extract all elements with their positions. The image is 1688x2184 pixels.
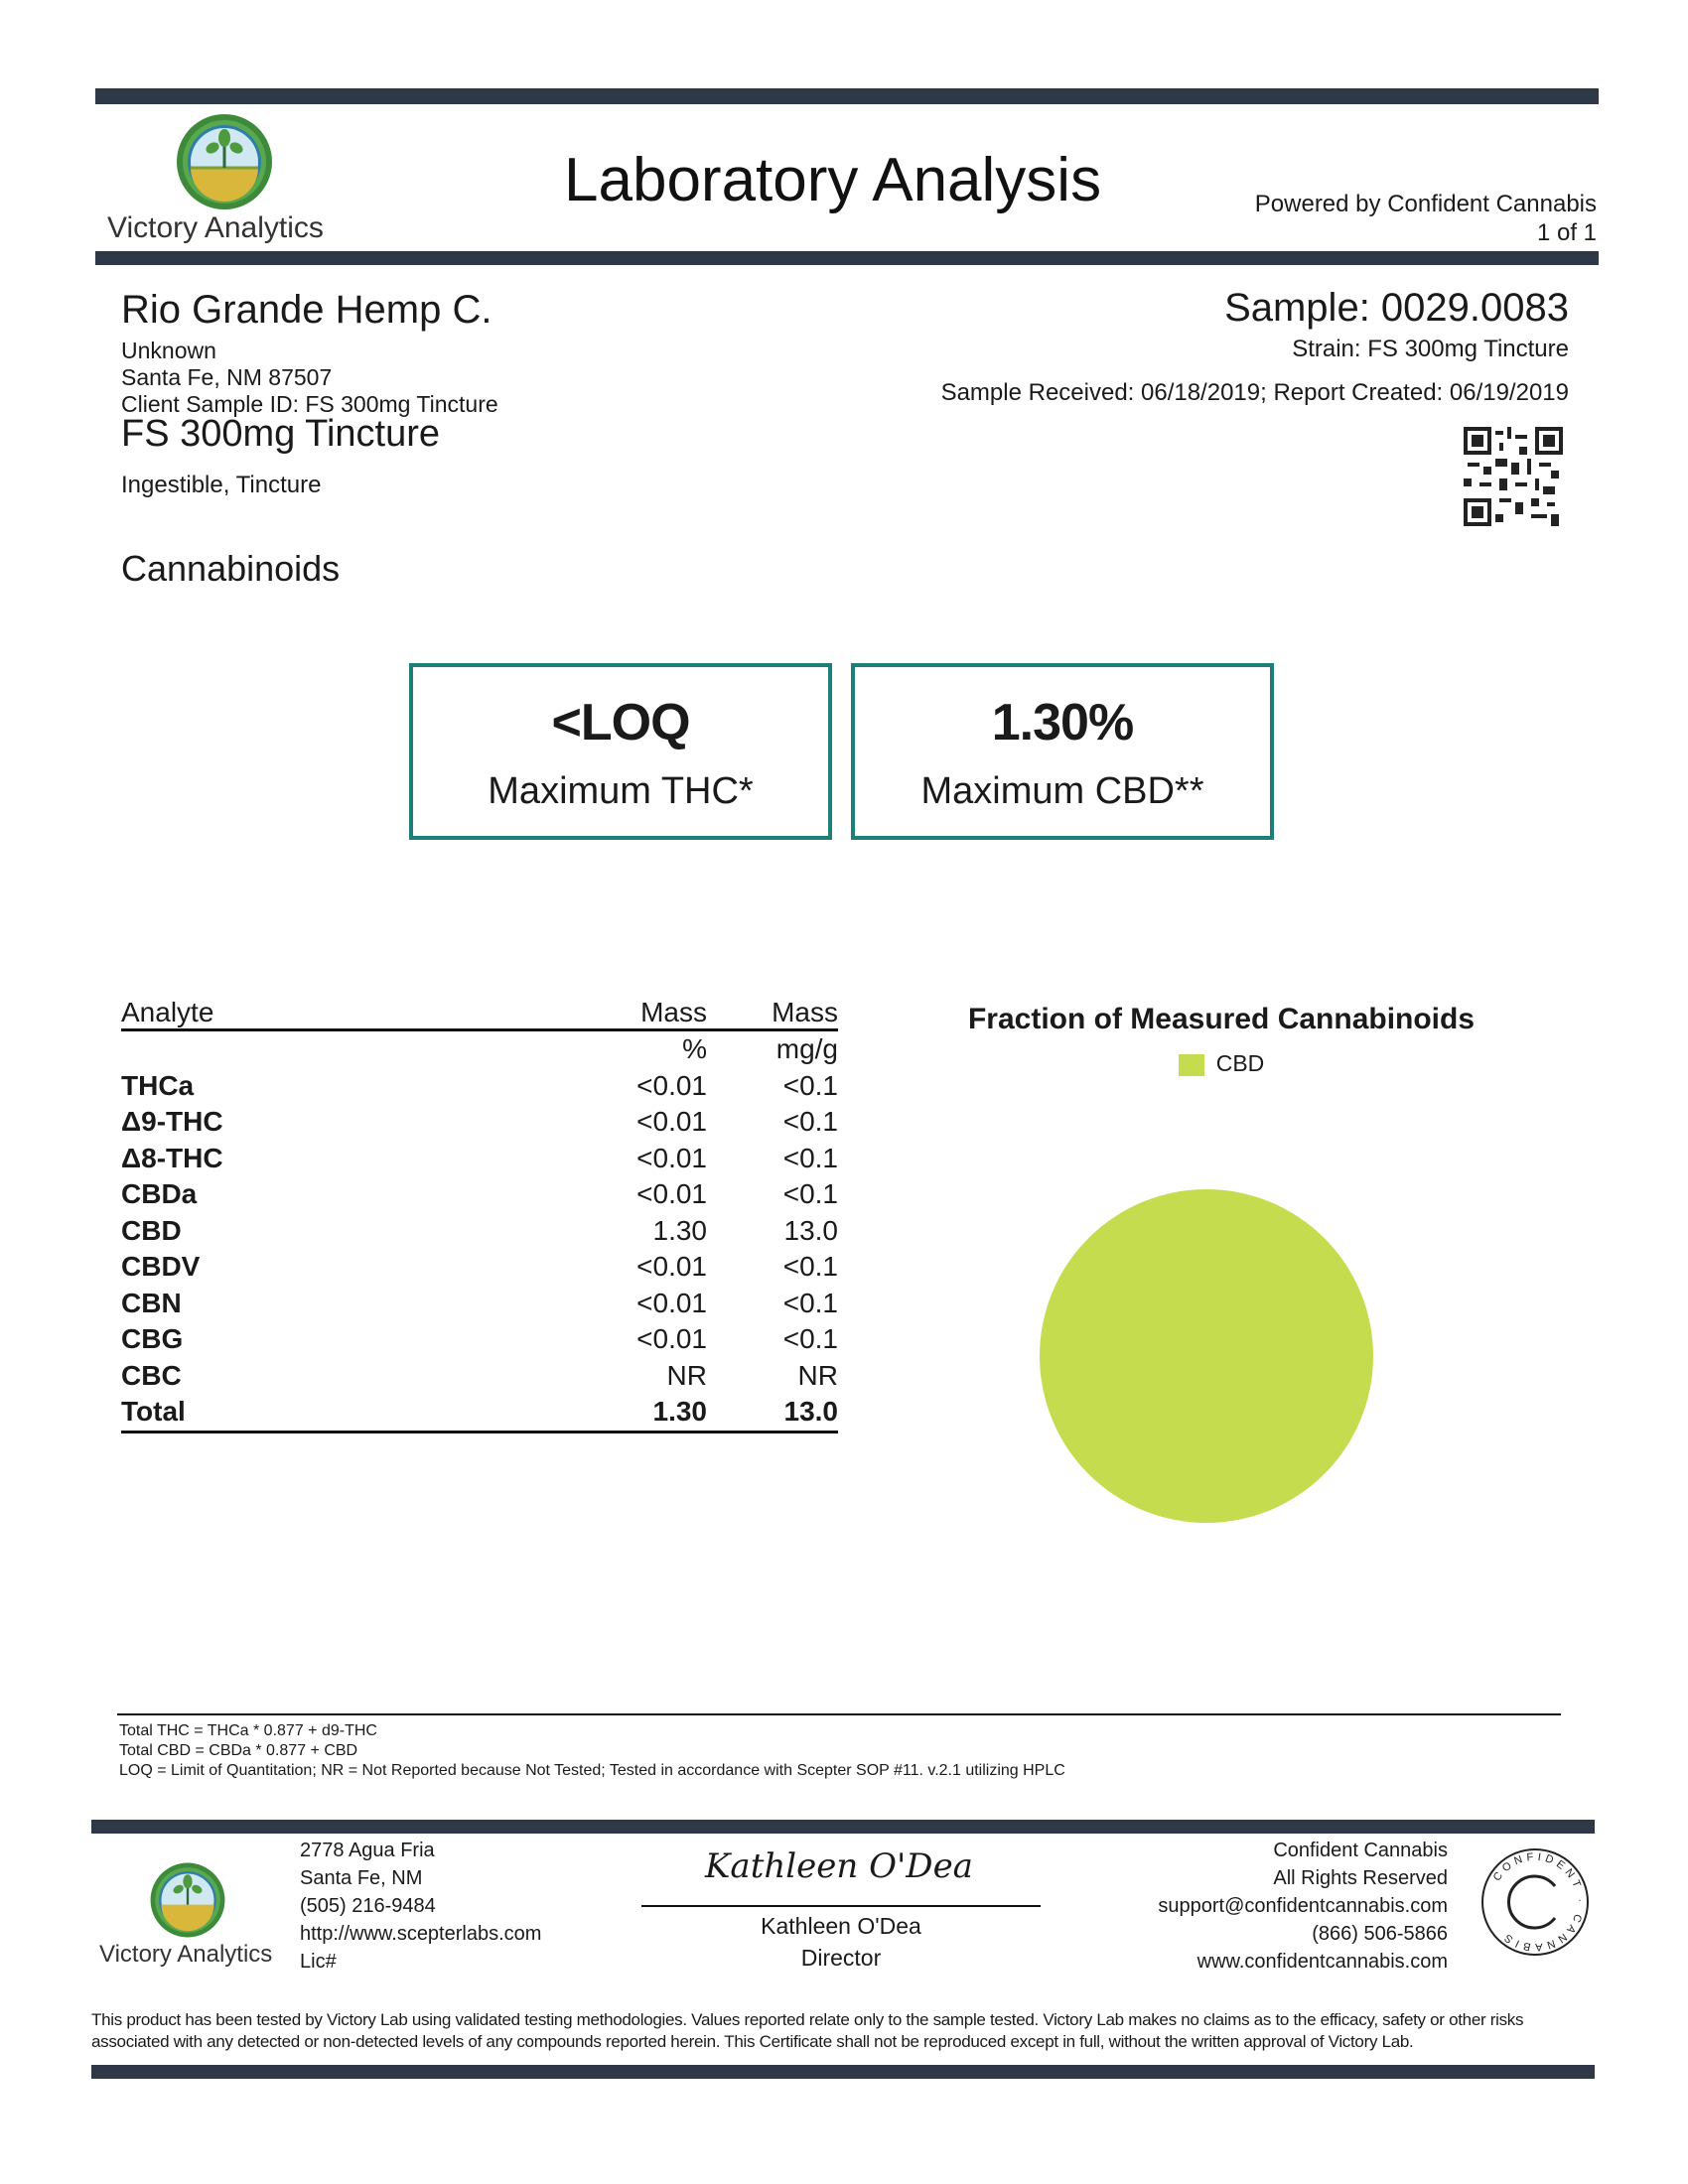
- sample-dates: Sample Received: 06/18/2019; Report Created: 06/19/2019: [940, 379, 1569, 406]
- product-name: FS 300mg Tincture: [121, 413, 441, 455]
- table-row: CBC NR NR: [121, 1359, 838, 1391]
- table-header-row: [121, 993, 838, 1030]
- page-indicator: 1 of 1: [1536, 219, 1597, 246]
- col-analyte: Analyte: [121, 993, 578, 1030]
- lab-name: Victory Analytics: [107, 211, 324, 244]
- footer-phone: (505) 216-9484: [300, 1895, 436, 1917]
- footer-license: Lic#: [300, 1951, 337, 1973]
- footnote-thc: Total THC = THCa * 0.877 + d9-THC: [119, 1722, 377, 1739]
- table-row: Δ8-THC <0.01 <0.1: [121, 1142, 838, 1173]
- section-title: Cannabinoids: [121, 548, 341, 589]
- max-thc-box: [409, 663, 832, 840]
- footnote-cbd: Total CBD = CBDa * 0.877 + CBD: [119, 1742, 358, 1759]
- signature: Kathleen O'Dea: [705, 1846, 973, 1886]
- sample-id: Sample: 0029.0083: [1224, 286, 1569, 330]
- client-name: Rio Grande Hemp C.: [121, 288, 492, 332]
- pie-slice-cbd: [1040, 1189, 1373, 1523]
- max-cbd-label: Maximum CBD**: [920, 770, 1204, 812]
- table-row: THCa <0.01 <0.1: [121, 1069, 838, 1101]
- cc-email-link[interactable]: support@confidentcannabis.com: [1158, 1895, 1448, 1917]
- max-cbd-value: 1.30%: [991, 694, 1134, 751]
- col-mass-mgg: Mass: [707, 993, 838, 1030]
- report-title: Laboratory Analysis: [564, 146, 1102, 214]
- footer-logo-icon: [149, 1861, 226, 1939]
- chart-legend: [933, 1050, 1509, 1077]
- footnote-loq: LOQ = Limit of Quantitation; NR = Not Reported because Not Tested; Tested in accordance with Scepter SOP #11. v.2.1 utilizing HPLC: [119, 1762, 1065, 1779]
- footer-address1: 2778 Agua Fria: [300, 1840, 435, 1861]
- table-row: CBDa <0.01 <0.1: [121, 1178, 838, 1210]
- footer-top-bar: [91, 1820, 1595, 1834]
- disclaimer: This product has been tested by Victory Lab using validated testing methodologies. Values reported relate only to the sample tested. Victory Lab makes no claims as to the efficacy, safety or other risks associated with any detected or non-detected levels of any compounds reported herein. This Certificate shall not be reproduced except in full, without the written approval of Victory Lab.: [91, 2010, 1524, 2051]
- footer-lab-name: Victory Analytics: [99, 1941, 273, 1968]
- signature-line: [641, 1905, 1041, 1907]
- svg-text:CONFIDENT · CANNABIS: CONFIDENT · CANNABIS: [1490, 1850, 1587, 1954]
- footer-bottom-bar: [91, 2065, 1595, 2079]
- table-row: CBG <0.01 <0.1: [121, 1323, 838, 1355]
- sample-strain: Strain: FS 300mg Tincture: [1292, 336, 1569, 362]
- table-row: Δ9-THC <0.01 <0.1: [121, 1106, 838, 1138]
- pie-chart: [933, 1003, 1509, 1077]
- max-thc-value: <LOQ: [551, 694, 690, 751]
- confident-cannabis-seal-icon: [1479, 1846, 1591, 1958]
- table-row: CBN <0.01 <0.1: [121, 1287, 838, 1318]
- max-cbd-box: [851, 663, 1274, 840]
- signer-name: Kathleen O'Dea: [761, 1913, 921, 1939]
- footnote-divider: [117, 1713, 1561, 1715]
- signer-title: Director: [800, 1945, 882, 1971]
- cc-phone: (866) 506-5866: [1312, 1923, 1448, 1945]
- cannabinoid-table: [121, 993, 838, 1433]
- col-mass-pct: Mass: [578, 993, 707, 1030]
- chart-title: Fraction of Measured Cannabinoids: [967, 1003, 1476, 1035]
- legend-label-cbd: CBD: [1215, 1050, 1265, 1076]
- units-row: [121, 1030, 838, 1068]
- product-type: Ingestible, Tincture: [121, 472, 322, 498]
- footer-website-link[interactable]: http://www.scepterlabs.com: [300, 1923, 542, 1945]
- header-top-bar: [95, 88, 1599, 104]
- max-thc-label: Maximum THC*: [488, 770, 754, 812]
- client-sample-id: Client Sample ID: FS 300mg Tincture: [121, 391, 498, 417]
- qr-code-icon[interactable]: [1464, 427, 1563, 526]
- client-line1: Unknown: [121, 338, 216, 363]
- cc-name: Confident Cannabis: [1273, 1840, 1448, 1861]
- footer-address2: Santa Fe, NM: [300, 1867, 423, 1889]
- unit-mgg: mg/g: [775, 1033, 838, 1065]
- legend-swatch-cbd: [1179, 1054, 1204, 1076]
- table-row: CBDV <0.01 <0.1: [121, 1251, 838, 1283]
- cc-rights: All Rights Reserved: [1273, 1867, 1448, 1889]
- client-address: Santa Fe, NM 87507: [121, 364, 333, 390]
- powered-by: Powered by Confident Cannabis: [1254, 191, 1597, 217]
- total-row: Total 1.30 13.0: [121, 1394, 838, 1432]
- header-bottom-bar: [95, 251, 1599, 265]
- table-row: CBD 1.30 13.0: [121, 1214, 838, 1246]
- unit-pct: %: [682, 1033, 707, 1065]
- cc-web-link[interactable]: www.confidentcannabis.com: [1196, 1951, 1448, 1973]
- lab-logo-icon: [175, 112, 274, 211]
